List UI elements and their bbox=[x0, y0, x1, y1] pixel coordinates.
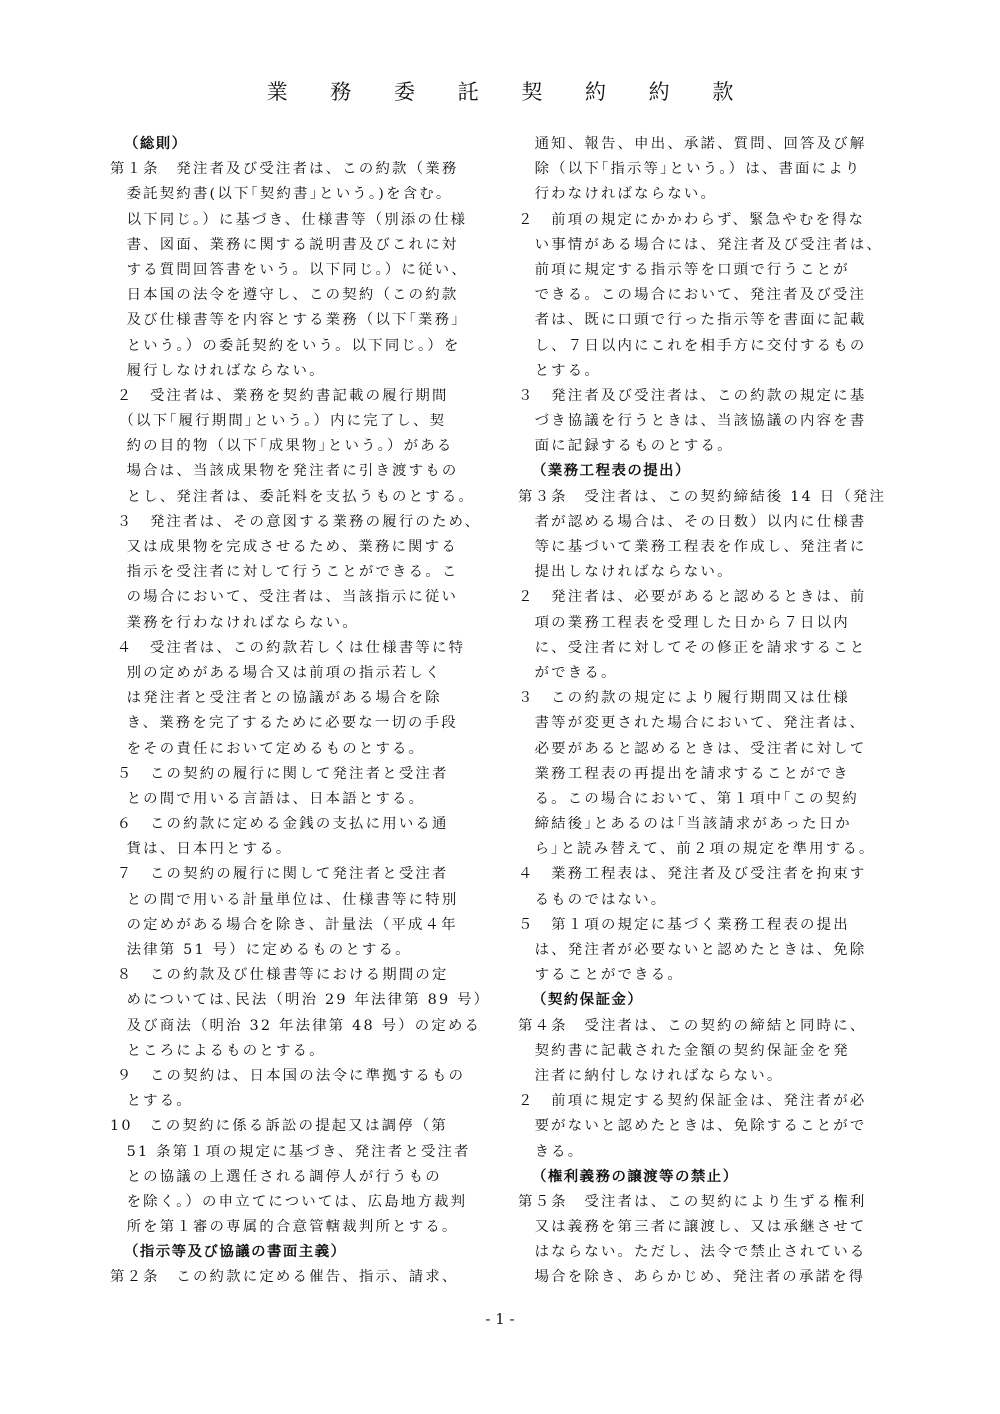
text-line: ４ 業務工程表は、発注者及び受注者を拘束す bbox=[518, 866, 867, 883]
text-line: 場合を除き、あらかじめ、発注者の承諾を得 bbox=[518, 1269, 866, 1286]
text-line: との間で用いる言語は、日本語とする。 bbox=[110, 790, 426, 807]
text-line: 面に記録するものとする。 bbox=[518, 438, 734, 455]
text-line: ら｣と読み替えて、前２項の規定を準用する。 bbox=[518, 841, 876, 858]
text-line: 等に基づいて業務工程表を作成し、発注者に bbox=[518, 539, 867, 555]
text-line: るものではない。 bbox=[518, 891, 668, 908]
text-line: し、７日以内にこれを相手方に交付するもの bbox=[518, 337, 867, 354]
text-line: ができる。 bbox=[518, 664, 618, 681]
text-line: 貨は、日本円とする。 bbox=[110, 841, 293, 858]
text-line: 要がないと認めたときは、免除することがで bbox=[518, 1118, 867, 1135]
text-line: ５ この契約の履行に関して発注者と受注者 bbox=[110, 765, 449, 782]
text-line: ところによるものとする。 bbox=[110, 1042, 326, 1059]
text-line: を除く。）の申立てについては、広島地方裁判 bbox=[110, 1193, 468, 1210]
text-line: 第２条 この約款に定める催告、指示、請求、 bbox=[110, 1269, 459, 1286]
text-line: 及び商法（明治 32 年法律第 48 号）の定める bbox=[110, 1017, 482, 1034]
text-line: 書、図面、業務に関する説明書及びこれに対 bbox=[110, 236, 459, 253]
text-line: めについては､民法（明治 29 年法律第 89 号） bbox=[110, 992, 491, 1009]
text-line: 及び仕様書等を内容とする業務（以下｢業務｣ bbox=[110, 312, 461, 329]
text-line: 別の定めがある場合又は前項の指示若しく bbox=[110, 664, 442, 681]
text-line: 法律第 51 号）に定めるものとする。 bbox=[110, 942, 412, 958]
text-line: 第１条 発注者及び受注者は、この約款（業務 bbox=[110, 161, 459, 178]
section-heading: （業務工程表の提出） bbox=[532, 463, 691, 480]
text-line: 第５条 受注者は、この契約により生ずる権利 bbox=[518, 1193, 867, 1210]
text-line: 者は、既に口頭で行った指示等を書面に記載 bbox=[518, 312, 867, 329]
text-line: 又は成果物を完成させるため、業務に関する bbox=[110, 539, 458, 555]
text-line: に、受注者に対してその修正を請求すること bbox=[518, 639, 867, 656]
text-line: 書等が変更された場合において、発注者は、 bbox=[518, 715, 867, 732]
text-line: 通知、報告、申出、承諾、質問、回答及び解 bbox=[518, 136, 867, 152]
document-title: 業 務 委 託 契 約 約 款 bbox=[266, 80, 752, 104]
text-line: 51 条第１項の規定に基づき、発注者と受注者 bbox=[110, 1143, 471, 1160]
text-line: 提出しなければならない。 bbox=[518, 564, 734, 581]
text-line: はならない。ただし、法令で禁止されている bbox=[518, 1244, 867, 1261]
text-line: 業務を行わなければならない。 bbox=[110, 614, 359, 631]
text-line: 約の目的物（以下｢成果物｣という。）がある bbox=[110, 438, 454, 455]
text-line: ２ 前項の規定にかかわらず、緊急やむを得な bbox=[518, 211, 866, 228]
left-column bbox=[110, 132, 492, 1291]
text-line: き、業務を完了するために必要な一切の手段 bbox=[110, 715, 458, 732]
text-line: 契約書に記載された金額の契約保証金を発 bbox=[518, 1042, 850, 1059]
text-line: ４ 受注者は、この約款若しくは仕様書等に特 bbox=[110, 639, 466, 656]
text-line: 業務工程表の再提出を請求することができ bbox=[518, 765, 850, 782]
text-line: きる。 bbox=[518, 1143, 585, 1160]
text-line: 第４条 受注者は、この契約の締結と同時に、 bbox=[518, 1017, 867, 1034]
text-line: とする。 bbox=[110, 1093, 193, 1110]
text-line: ５ 第１項の規定に基づく業務工程表の提出 bbox=[518, 916, 850, 933]
text-line: 行わなければならない。 bbox=[518, 186, 718, 203]
text-line: との協議の上選任される調停人が行うもの bbox=[110, 1168, 442, 1185]
text-line: （以下｢履行期間｣という。）内に完了し、契 bbox=[110, 413, 447, 430]
text-line: 日本国の法令を遵守し、この契約（この約款 bbox=[110, 287, 459, 304]
text-line: ２ 発注者は、必要があると認めるときは、前 bbox=[518, 589, 867, 606]
text-line: ３ 発注者は、その意図する業務の履行のため、 bbox=[110, 513, 482, 530]
text-line: 指示を受注者に対して行うことができる。こ bbox=[110, 564, 459, 581]
text-line: とし、発注者は、委託料を支払うものとする。 bbox=[110, 488, 475, 505]
text-line: との間で用いる計量単位は、仕様書等に特別 bbox=[110, 891, 459, 908]
text-line: 締結後｣とあるのは｢当該請求があった日か bbox=[518, 816, 852, 833]
text-line: とする。 bbox=[518, 362, 601, 379]
text-line: 所を第１審の専属的合意管轄裁判所とする。 bbox=[110, 1219, 459, 1236]
text-line: 項の業務工程表を受理した日から７日以内 bbox=[518, 614, 850, 631]
text-line: 以下同じ。）に基づき、仕様書等（別添の仕様 bbox=[110, 211, 468, 228]
text-line: することができる。 bbox=[518, 967, 684, 984]
right-column bbox=[518, 132, 900, 1291]
text-line: ２ 受注者は、業務を契約書記載の履行期間 bbox=[110, 387, 449, 404]
text-line: 履行しなければならない。 bbox=[110, 362, 326, 379]
text-line: 注者に納付しなければならない。 bbox=[518, 1067, 784, 1084]
text-line: ６ この約款に定める金銭の支払に用いる通 bbox=[110, 816, 449, 833]
section-heading: （契約保証金） bbox=[532, 992, 644, 1009]
text-line: ７ この契約の履行に関して発注者と受注者 bbox=[110, 866, 449, 883]
text-line: の場合において、受注者は、当該指示に従い bbox=[110, 589, 459, 606]
section-heading: （指示等及び協議の書面主義） bbox=[124, 1244, 347, 1261]
text-line: の定めがある場合を除き、計量法（平成４年 bbox=[110, 916, 458, 933]
text-line: 必要があると認めるときは、受注者に対して bbox=[518, 740, 867, 757]
text-line: ８ この約款及び仕様書等における期間の定 bbox=[110, 967, 449, 984]
text-line: 又は義務を第三者に譲渡し、又は承継させて bbox=[518, 1219, 867, 1236]
text-line: ２ 前項に規定する契約保証金は、発注者が必 bbox=[518, 1093, 867, 1110]
text-line: 第３条 受注者は、この契約締結後 14 日（発注 bbox=[518, 488, 887, 505]
text-line: い事情がある場合には、発注者及び受注者は、 bbox=[518, 236, 883, 253]
text-line: 前項に規定する指示等を口頭で行うことが bbox=[518, 261, 850, 278]
text-line: 委託契約書(以下｢契約書｣という｡)を含む。 bbox=[110, 186, 453, 203]
text-line: する質問回答書をいう。以下同じ。）に従い、 bbox=[110, 261, 468, 278]
text-line: ３ この約款の規定により履行期間又は仕様 bbox=[518, 690, 850, 707]
text-line: ９ この契約は、日本国の法令に準拠するもの bbox=[110, 1067, 466, 1084]
text-line: は発注者と受注者との協議がある場合を除 bbox=[110, 690, 442, 707]
text-line: をその責任において定めるものとする。 bbox=[110, 740, 426, 757]
text-line: 場合は、当該成果物を発注者に引き渡すもの bbox=[110, 463, 459, 480]
text-line: 10 この契約に係る訴訟の提起又は調停（第 bbox=[110, 1118, 448, 1135]
text-line: ３ 発注者及び受注者は、この約款の規定に基 bbox=[518, 387, 867, 404]
text-line: 除（以下｢指示等｣という。）は、書面により bbox=[518, 161, 862, 178]
page-number: - 1 - bbox=[485, 1310, 515, 1328]
text-line: 者が認める場合は、その日数）以内に仕様書 bbox=[518, 513, 867, 530]
section-heading: （総則） bbox=[124, 136, 188, 152]
text-line: づき協議を行うときは、当該協議の内容を書 bbox=[518, 413, 867, 430]
section-heading: （権利義務の譲渡等の禁止） bbox=[532, 1168, 739, 1185]
text-line: は、発注者が必要ないと認めたときは、免除 bbox=[518, 942, 867, 958]
text-line: という。）の委託契約をいう。以下同じ。）を bbox=[110, 337, 461, 354]
text-line: る。この場合において、第１項中｢この契約 bbox=[518, 790, 859, 807]
text-line: できる。この場合において、発注者及び受注 bbox=[518, 287, 867, 304]
